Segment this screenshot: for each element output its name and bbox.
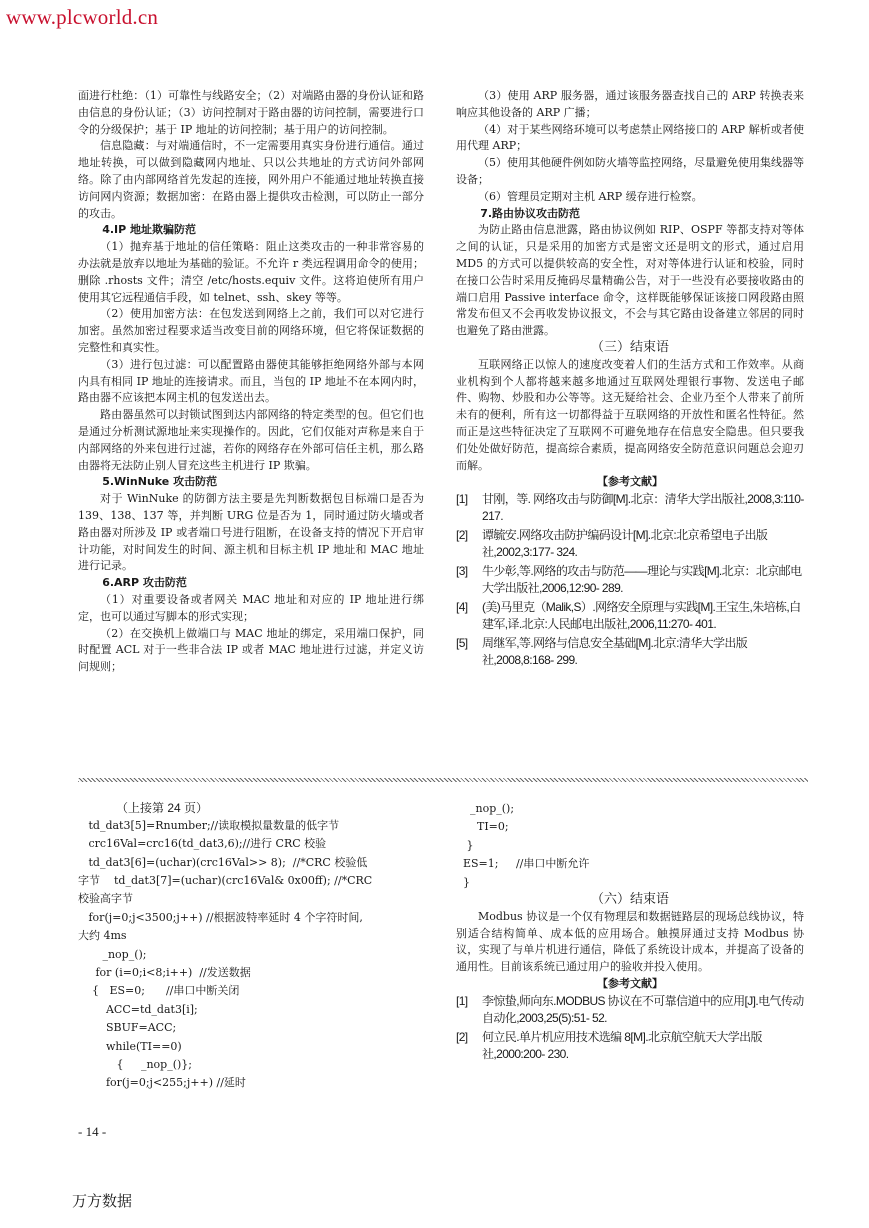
code-line: { _nop_()}; [78, 1058, 192, 1072]
code-line: SBUF=ACC; [78, 1021, 177, 1035]
reference-number: [4] [456, 600, 468, 615]
section-title: （三）结束语 [590, 339, 669, 355]
paragraph: （3）进行包过滤：可以配置路由器使其能够拒绝网络外部与本网内具有相同 IP 地址的连接请求。而且，当包的 IP 地址不在本网内时，路由器不应该把本网主机的包发送出去。 [78, 357, 424, 405]
lower-left-column [78, 800, 426, 1093]
section-heading: 5.WinNuke 攻击防范 [102, 475, 218, 489]
upper-right-column [456, 88, 804, 671]
reference-number: [1] [456, 492, 468, 507]
code-line: _nop_(); [78, 947, 147, 961]
code-line: } [456, 838, 474, 852]
reference-text: 何立民.单片机应用技术选编 8[M].北京航空航天大学出版社,2000:200- 230. [482, 1029, 762, 1061]
code-line: ES=1; //串口中断允许 [456, 857, 590, 871]
code-line: } [456, 875, 470, 889]
section-heading: 6.ARP 攻击防范 [102, 576, 187, 590]
paragraph: （6）管理员定期对主机 ARP 缓存进行检察。 [478, 189, 703, 203]
reference-item [456, 491, 804, 525]
code-line: TI=0; [456, 820, 509, 834]
code-line: for (i=0;i<8;i++) //发送数据 [78, 966, 251, 980]
footer-source: 万方数据 [72, 1192, 133, 1210]
paragraph: （2）在交换机上做端口与 MAC 地址的绑定，采用端口保护，同时配置 ACL 对于一些非合法 IP 或者 MAC 地址进行过滤，并定义访问规则； [78, 626, 424, 674]
code-line: 字节 td_dat3[7]=(uchar)(crc16Val& 0x00ff); //*CRC [78, 874, 373, 888]
code-line: td_dat3[6]=(uchar)(crc16Val>> 8); //*CRC 校验低 [78, 855, 368, 869]
reference-item [456, 635, 804, 669]
reference-item [456, 993, 804, 1027]
code-block-right [456, 800, 804, 892]
paragraph: 面进行杜绝：（1）可靠性与线路安全；（2）对端路由器的身份认证和路由信息的身份认证；（3）访问控制对于路由器的访问控制，需要进行口令的分级保护；基于 IP 地址的访问控制；基于用户的访问控制。 [78, 89, 424, 136]
paragraph: 互联网络正以惊人的速度改变着人们的生活方式和工作效率。从商业机构到个人都将越来越多地通过互联网处理银行事物、发送电子邮件、购物、炒股和办公等等。这无疑给社会、企业乃至个人带来了前所未有的便利，所有这一切都得益于互联网络的开放性和匿名性特征。然而正是这些特征决定了互联网不可避免地存在信息安全隐患。但只要我们处处做好防范，提高综合素质，提高网络安全防范意识问题总会迎刃而解。 [456, 357, 804, 472]
code-line: crc16Val=crc16(td_dat3,6);//进行 CRC 校验 [78, 837, 327, 851]
paragraph: 为防止路由信息泄露，路由协议例如 RIP、OSPF 等都支持对等体之间的认证，只是采用的加密方式是密文还是明文的形式，通过启用 MD5 的方式可以提供较高的安全性，对对等体进行认证和校验，同时在接口公告时采用反掩码尽量精确公告，对于一些没有必要接收路由的端口启用 Passive interface 命令，这样既能够保证该接口网段路由照常发布但又不会再收发协议报文，不会与其它路由设备建立邻居的同时也避免了路由泄露。 [456, 223, 804, 338]
paragraph: 路由器虽然可以封锁试图到达内部网络的特定类型的包。但它们也是通过分析测试源地址来实现操作的。因此，它们仅能对声称是来自于内部网络的外来包进行过滤，若你的网络存在外部可信任主机，那么路由器将无法防止别人冒充这些主机进行 IP 欺骗。 [78, 408, 424, 472]
code-line: while(TI==0) [78, 1039, 182, 1053]
site-watermark: www.plcworld.cn [6, 5, 159, 29]
paragraph: （4）对于某些网络环境可以考虑禁止网络接口的 ARP 解析或者使用代理 ARP； [456, 122, 804, 153]
code-line: for(j=0;j<3500;j++) //根据波特率延时 4 个字符时间, [78, 910, 363, 924]
reference-item [456, 1029, 804, 1063]
paragraph: 信息隐藏：与对端通信时，不一定需要用真实身份进行通信。通过地址转换，可以做到隐藏网内地址、只以公共地址的方式访问外部网络。除了由内部网络首先发起的连接，网外用户不能通过地址转换直接访问网内资源；数据加密：在路由器上提供攻击检测，可以防止一部分的攻击。 [78, 139, 424, 220]
reference-text: 甘刚，等. 网络攻击与防御[M].北京：清华大学出版社,2008,3:110- 217. [482, 492, 804, 524]
reference-text: (美)马里克（Malik,S）.网络安全原理与实践[M].王宝生,朱培栋,白建军,译.北京:人民邮电出版社,2006,11:270- 401. [482, 600, 801, 632]
reference-text: 李惊蛰,师向东.MODBUS 协议在不可靠信道中的应用[J].电气传动自动化,2003,25(5):51- 52. [482, 993, 804, 1025]
paragraph: Modbus 协议是一个仅有物理层和数据链路层的现场总线协议，特别适合结构简单、成本低的应用场合。触摸屏通过支持 Modbus 协议，实现了与单片机进行通信，降低了系统设计成本，并提高了设备的通用性。目前该系统已通过用户的验收并投入使用。 [456, 909, 804, 974]
page-number: - 14 - [78, 1124, 107, 1139]
code-block-left [78, 817, 426, 1093]
section-divider [78, 778, 808, 782]
reference-number: [5] [456, 636, 468, 651]
reference-item [456, 563, 804, 597]
section-heading: 7.路由协议攻击防范 [480, 206, 581, 220]
reference-item [456, 527, 804, 561]
reference-number: [2] [456, 1029, 468, 1044]
reference-text: 谭毓安.网络攻击防护编码设计[M].北京:北京希望电子出版社,2002,3:177- 324. [482, 528, 768, 560]
code-line: { ES=0; //串口中断关闭 [78, 984, 240, 998]
code-line: for(j=0;j<255;j++) //延时 [78, 1076, 246, 1090]
paragraph: （1）对重要设备或者网关 MAC 地址和对应的 IP 地址进行绑定，也可以通过写脚本的形式实现； [78, 592, 424, 623]
code-line: td_dat3[5]=Rnumber;//读取模拟量数量的低字节 [78, 818, 340, 832]
section-title: （六）结束语 [590, 892, 669, 908]
code-line: 大约 4ms [78, 929, 127, 943]
code-line: 校验高字节 [78, 892, 133, 906]
paragraph: （2）使用加密方法：在包发送到网络上之前，我们可以对它进行加密。虽然加密过程要求适当改变目前的网络环境，但它将保证数据的完整性和真实性。 [78, 307, 424, 354]
paragraph: （1）抛弃基于地址的信任策略：阻止这类攻击的一种非常容易的办法就是放弃以地址为基础的验证。不允许 r 类远程调用命令的使用；删除 .rhosts 文件；清空 /etc/hosts.equiv 文件。这将迫使所有用户使用其它远程通信手段，如 telnet、ssh、skey 等等。 [78, 240, 424, 304]
reference-text: 牛少彰,等.网络的攻击与防范——理论与实践[M].北京：北京邮电大学出版社,2006,12:90- 289. [482, 564, 802, 596]
reference-item [456, 599, 804, 633]
paragraph: （5）使用其他硬件例如防火墙等监控网络，尽量避免使用集线器等设备； [456, 156, 804, 186]
code-line: ACC=td_dat3[i]; [78, 1002, 198, 1016]
references-heading: 【参考文献】 [597, 475, 663, 489]
reference-number: [1] [456, 993, 468, 1008]
upper-left-column [78, 88, 424, 676]
code-line: _nop_(); [456, 802, 515, 815]
reference-text: 周继军,等.网络与信息安全基础[M].北京:清华大学出版社,2008,8:168- 299. [482, 636, 748, 668]
reference-number: [3] [456, 564, 468, 579]
lower-right-column [456, 800, 804, 1065]
paragraph: （3）使用 ARP 服务器，通过该服务器查找自己的 ARP 转换表来响应其他设备的 ARP 广播； [456, 89, 804, 119]
references-heading: 【参考文献】 [597, 977, 663, 991]
continued-note: （上接第 24 页） [116, 801, 209, 815]
reference-number: [2] [456, 528, 468, 543]
paragraph: 对于 WinNuke 的防御方法主要是先判断数据包目标端口是否为 139、138、137 等，并判断 URG 位是否为 1，同时通过防火墙或者路由器对所涉及 IP 或者端口号进行阻断，在设备支持的情况下开启审计功能，对时间发生的时间、源主机和目标主机 IP 地址和 MAC 地址进行记录。 [78, 492, 424, 573]
section-heading: 4.IP 地址欺骗防范 [102, 223, 197, 237]
